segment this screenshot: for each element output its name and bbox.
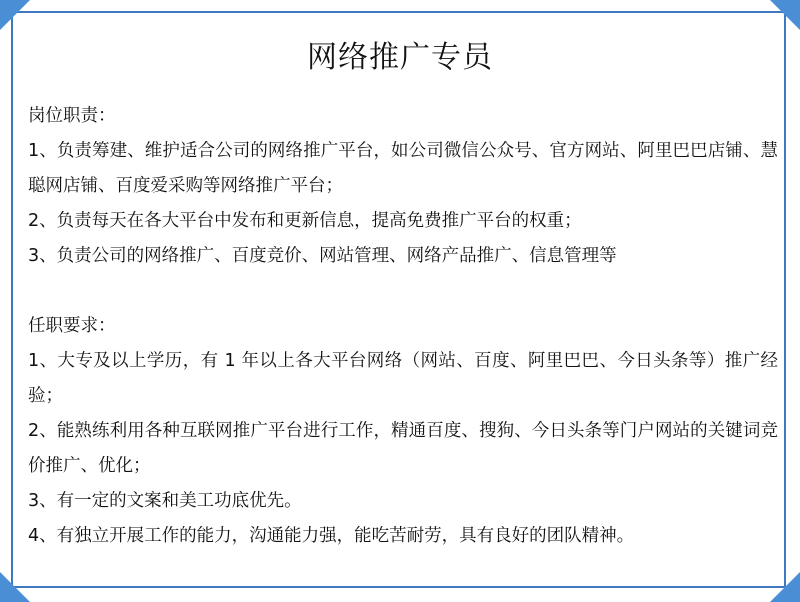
corner-decoration-bottom-left — [0, 572, 30, 602]
job-description — [28, 99, 778, 554]
requirement-item-3: 3、有一定的文案和美工功底优先。 — [28, 491, 302, 511]
duty-item-1: 1、负责筹建、维护适合公司的网络推广平台，如公司微信公众号、官方网站、阿里巴巴店铺、慧聪网店铺、百度爱采购等网络推广平台； — [28, 141, 778, 196]
section-spacer — [28, 274, 778, 309]
duties-heading: 岗位职责： — [28, 106, 116, 126]
corner-decoration-top-left — [0, 0, 30, 30]
corner-decoration-bottom-right — [770, 572, 800, 602]
requirements-heading: 任职要求： — [28, 316, 116, 336]
requirement-item-2: 2、能熟练利用各种互联网推广平台进行工作，精通百度、搜狗、今日头条等门户网站的关键词竞价推广、优化； — [28, 421, 778, 476]
requirement-item-1: 1、大专及以上学历，有 1 年以上各大平台网络（网站、百度、阿里巴巴、今日头条等）推广经验； — [28, 351, 778, 406]
duty-item-2: 2、负责每天在各大平台中发布和更新信息，提高免费推广平台的权重； — [28, 211, 582, 231]
requirement-item-4: 4、有独立开展工作的能力，沟通能力强，能吃苦耐劳，具有良好的团队精神。 — [28, 526, 635, 546]
page-title: 网络推广专员 — [307, 40, 493, 75]
duty-item-3: 3、负责公司的网络推广、百度竞价、网站管理、网络产品推广、信息管理等 — [28, 246, 617, 266]
corner-decoration-top-right — [770, 0, 800, 30]
